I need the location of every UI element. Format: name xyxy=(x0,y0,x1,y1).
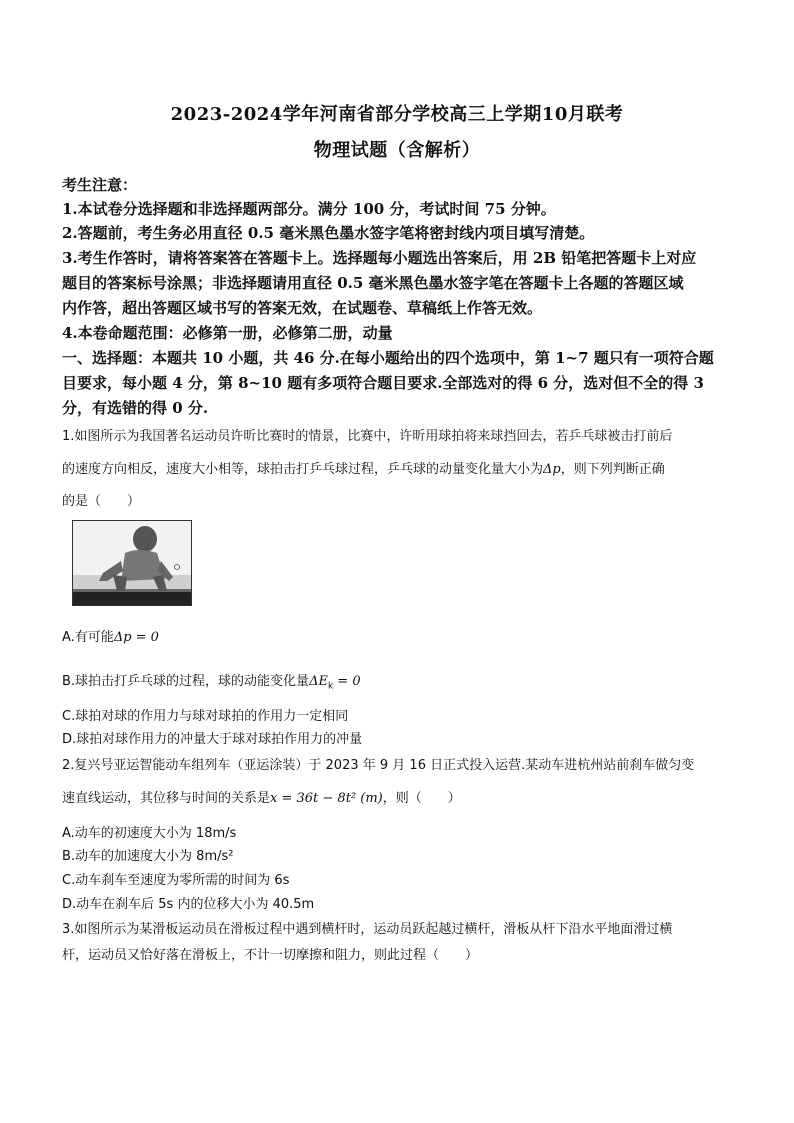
q1-option-c: C.球拍对球的作用力与球对球拍的作用力一定相同 xyxy=(62,709,349,724)
q1-option-d: D.球拍对球作用力的冲量大于球对球拍作用力的冲量 xyxy=(62,732,363,747)
section-instruction: 分，有选错的得 0 分. xyxy=(62,399,209,417)
delta-p-symbol: Δp xyxy=(543,462,561,477)
q1-stem-tail: ，则下列判断正确 xyxy=(560,462,665,477)
q1-stem: 的是（ ） xyxy=(62,494,141,509)
option-a-text: A.有可能 xyxy=(62,630,114,645)
option-b-text: B.球拍击打乒乓球的过程，球的动能变化量 xyxy=(62,674,310,689)
q2-option-d: D.动车在刹车后 5s 内的位移大小为 40.5m xyxy=(62,897,315,912)
q1-stem: 1.如图所示为我国著名运动员许昕比赛时的情景，比赛中，许昕用球拍将来球挡回去，若乒乓球被击打前后 xyxy=(62,429,673,444)
q2-option-a: A.动车的初速度大小为 18m/s xyxy=(62,826,237,841)
player-illustration xyxy=(73,521,191,605)
q1-option-a xyxy=(62,626,742,645)
q2-stem xyxy=(62,787,742,806)
notice-item: 2.答题前，考生务必用直径 0.5 毫米黑色墨水签字笔将密封线内项目填写清楚。 xyxy=(62,224,595,242)
q1-stem-text: 的速度方向相反，速度大小相等，球拍击打乒乓球过程，乒乓球的动量变化量大小为 xyxy=(62,462,544,477)
q2-stem-text: 速直线运动，其位移与时间的关系是 xyxy=(62,791,271,806)
q3-stem: 杆，运动员又恰好落在滑板上，不计一切摩擦和阻力，则此过程（ ） xyxy=(62,948,479,963)
displacement-formula: x = 36t − 8t² (m) xyxy=(270,791,383,806)
q3-stem: 3.如图所示为某滑板运动员在滑板过程中遇到横杆时，运动员跃起越过横杆，滑板从杆下沿水平地面滑过横 xyxy=(62,922,673,937)
section-instruction: 一、选择题：本题共 10 小题，共 46 分.在每小题给出的四个选项中，第 1~7 题只有一项符合题 xyxy=(62,349,714,367)
exam-subtitle: 物理试题（含解析） xyxy=(313,140,481,161)
notice-item: 题目的答案标号涂黑；非选择题请用直径 0.5 毫米黑色墨水签字笔在答题卡上各题的答题区域 xyxy=(62,274,684,292)
delta-ek-symbol: ΔE xyxy=(309,674,328,689)
q1-option-b xyxy=(62,670,742,692)
q2-option-c: C.动车刹车至速度为零所需的时间为 6s xyxy=(62,873,290,888)
section-instruction: 目要求，每小题 4 分，第 8~10 题有多项符合题目要求.全部选对的得 6 分，选对但不全的得 3 xyxy=(62,374,704,392)
q2-option-b: B.动车的加速度大小为 8m/s² xyxy=(62,849,234,864)
ek-subscript: k xyxy=(327,681,334,692)
notice-item: 4.本卷命题范围：必修第一册，必修第二册，动量 xyxy=(62,324,393,342)
option-b-tail: = 0 xyxy=(333,674,361,689)
q1-stem xyxy=(62,458,742,477)
q2-stem-tail: ，则（ ） xyxy=(382,791,461,806)
notice-item: 3.考生作答时，请将答案答在答题卡上。选择题每小题选出答案后，用 2B 铅笔把答题卡上对应 xyxy=(62,249,697,267)
option-a-formula: Δp = 0 xyxy=(113,630,159,645)
notice-heading: 考生注意： xyxy=(62,176,138,194)
notice-item: 内作答，超出答题区域书写的答案无效，在试题卷、草稿纸上作答无效。 xyxy=(62,299,543,317)
exam-title: 2023-2024学年河南省部分学校高三上学期10月联考 xyxy=(170,104,624,125)
q2-stem: 2.复兴号亚运智能动车组列车（亚运涂装）于 2023 年 9 月 16 日正式投入运营.某动车进杭州站前刹车做匀变 xyxy=(62,758,695,773)
table-tennis-photo xyxy=(72,520,192,606)
notice-item: 1.本试卷分选择题和非选择题两部分。满分 100 分，考试时间 75 分钟。 xyxy=(62,200,556,218)
